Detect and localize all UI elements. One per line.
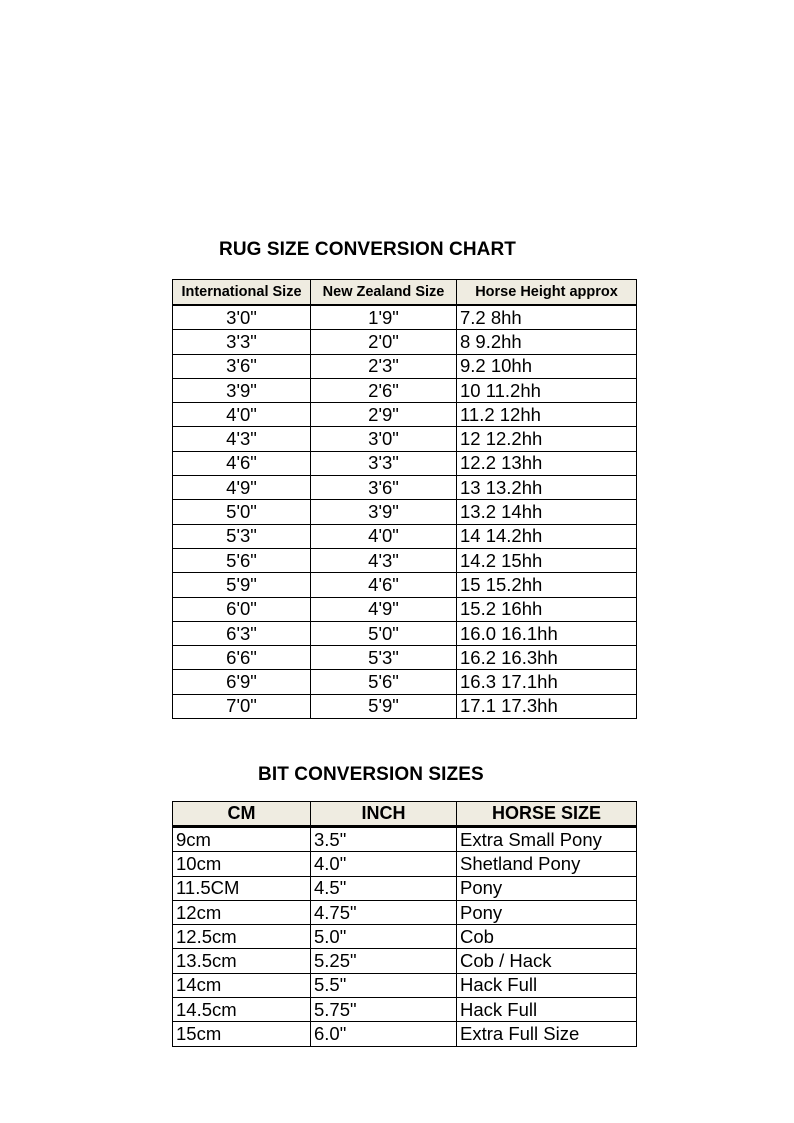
new-zealand-size-cell: 4'0" — [311, 524, 457, 548]
horse-size-cell: Shetland Pony — [457, 852, 637, 876]
bit-header-cm: CM — [173, 802, 311, 827]
bit-header-inch: INCH — [311, 802, 457, 827]
inch-cell: 5.5" — [311, 973, 457, 997]
table-row — [173, 694, 637, 718]
table-row — [173, 403, 637, 427]
rug-size-table — [172, 279, 637, 719]
table-row — [173, 621, 637, 645]
horse-height-cell: 12.2 13hh — [457, 451, 637, 475]
table-row — [173, 427, 637, 451]
table-row — [173, 524, 637, 548]
international-size-cell: 4'9" — [173, 476, 311, 500]
table-row — [173, 973, 637, 997]
table-row — [173, 548, 637, 572]
table-row — [173, 670, 637, 694]
new-zealand-size-cell: 3'0" — [311, 427, 457, 451]
inch-cell: 4.75" — [311, 900, 457, 924]
international-size-cell: 4'6" — [173, 451, 311, 475]
cm-cell: 13.5cm — [173, 949, 311, 973]
new-zealand-size-cell: 1'9" — [311, 305, 457, 330]
international-size-cell: 4'3" — [173, 427, 311, 451]
cm-cell: 14cm — [173, 973, 311, 997]
table-row — [173, 646, 637, 670]
table-row — [173, 925, 637, 949]
international-size-cell: 7'0" — [173, 694, 311, 718]
table-row — [173, 876, 637, 900]
inch-cell: 6.0" — [311, 1022, 457, 1046]
new-zealand-size-cell: 3'9" — [311, 500, 457, 524]
international-size-cell: 6'3" — [173, 621, 311, 645]
new-zealand-size-cell: 2'9" — [311, 403, 457, 427]
horse-size-cell: Hack Full — [457, 973, 637, 997]
horse-height-cell: 8 9.2hh — [457, 330, 637, 354]
table-row — [173, 900, 637, 924]
rug-table-header-row — [173, 280, 637, 306]
new-zealand-size-cell: 2'0" — [311, 330, 457, 354]
bit-size-table — [172, 801, 637, 1047]
international-size-cell: 5'6" — [173, 548, 311, 572]
international-size-cell: 5'3" — [173, 524, 311, 548]
horse-size-cell: Pony — [457, 900, 637, 924]
horse-height-cell: 14.2 15hh — [457, 548, 637, 572]
horse-height-cell: 11.2 12hh — [457, 403, 637, 427]
new-zealand-size-cell: 4'6" — [311, 573, 457, 597]
bit-table-header-row — [173, 802, 637, 827]
horse-height-cell: 7.2 8hh — [457, 305, 637, 330]
cm-cell: 15cm — [173, 1022, 311, 1046]
table-row — [173, 500, 637, 524]
table-row — [173, 476, 637, 500]
horse-size-cell: Cob / Hack — [457, 949, 637, 973]
international-size-cell: 6'6" — [173, 646, 311, 670]
new-zealand-size-cell: 4'9" — [311, 597, 457, 621]
horse-height-cell: 12 12.2hh — [457, 427, 637, 451]
horse-size-cell: Cob — [457, 925, 637, 949]
table-row — [173, 597, 637, 621]
new-zealand-size-cell: 5'6" — [311, 670, 457, 694]
table-row — [173, 330, 637, 354]
bit-chart-title: BIT CONVERSION SIZES — [258, 764, 484, 785]
rug-header-horse-height: Horse Height approx — [457, 280, 637, 306]
international-size-cell: 3'6" — [173, 354, 311, 378]
horse-height-cell: 15 15.2hh — [457, 573, 637, 597]
horse-size-cell: Pony — [457, 876, 637, 900]
table-row — [173, 354, 637, 378]
horse-height-cell: 16.2 16.3hh — [457, 646, 637, 670]
international-size-cell: 3'9" — [173, 378, 311, 402]
table-row — [173, 451, 637, 475]
new-zealand-size-cell: 3'3" — [311, 451, 457, 475]
horse-size-cell: Extra Full Size — [457, 1022, 637, 1046]
table-row — [173, 305, 637, 330]
horse-size-cell: Hack Full — [457, 998, 637, 1022]
new-zealand-size-cell: 2'3" — [311, 354, 457, 378]
table-row — [173, 827, 637, 852]
inch-cell: 5.25" — [311, 949, 457, 973]
inch-cell: 4.0" — [311, 852, 457, 876]
horse-height-cell: 16.3 17.1hh — [457, 670, 637, 694]
new-zealand-size-cell: 4'3" — [311, 548, 457, 572]
new-zealand-size-cell: 5'9" — [311, 694, 457, 718]
horse-height-cell: 9.2 10hh — [457, 354, 637, 378]
table-row — [173, 949, 637, 973]
horse-height-cell: 15.2 16hh — [457, 597, 637, 621]
international-size-cell: 5'0" — [173, 500, 311, 524]
cm-cell: 12cm — [173, 900, 311, 924]
horse-height-cell: 16.0 16.1hh — [457, 621, 637, 645]
cm-cell: 11.5CM — [173, 876, 311, 900]
new-zealand-size-cell: 3'6" — [311, 476, 457, 500]
table-row — [173, 998, 637, 1022]
inch-cell: 5.0" — [311, 925, 457, 949]
table-row — [173, 573, 637, 597]
international-size-cell: 3'0" — [173, 305, 311, 330]
horse-height-cell: 14 14.2hh — [457, 524, 637, 548]
international-size-cell: 3'3" — [173, 330, 311, 354]
table-row — [173, 1022, 637, 1046]
inch-cell: 5.75" — [311, 998, 457, 1022]
horse-height-cell: 13 13.2hh — [457, 476, 637, 500]
rug-chart-title: RUG SIZE CONVERSION CHART — [219, 239, 517, 260]
rug-header-new-zealand-size: New Zealand Size — [311, 280, 457, 306]
cm-cell: 14.5cm — [173, 998, 311, 1022]
cm-cell: 9cm — [173, 827, 311, 852]
horse-height-cell: 13.2 14hh — [457, 500, 637, 524]
table-row — [173, 852, 637, 876]
horse-height-cell: 17.1 17.3hh — [457, 694, 637, 718]
inch-cell: 4.5" — [311, 876, 457, 900]
horse-height-cell: 10 11.2hh — [457, 378, 637, 402]
inch-cell: 3.5" — [311, 827, 457, 852]
international-size-cell: 6'0" — [173, 597, 311, 621]
cm-cell: 12.5cm — [173, 925, 311, 949]
international-size-cell: 5'9" — [173, 573, 311, 597]
bit-header-horse-size: HORSE SIZE — [457, 802, 637, 827]
international-size-cell: 6'9" — [173, 670, 311, 694]
table-row — [173, 378, 637, 402]
horse-size-cell: Extra Small Pony — [457, 827, 637, 852]
international-size-cell: 4'0" — [173, 403, 311, 427]
new-zealand-size-cell: 5'3" — [311, 646, 457, 670]
cm-cell: 10cm — [173, 852, 311, 876]
rug-header-international-size: International Size — [173, 280, 311, 306]
new-zealand-size-cell: 2'6" — [311, 378, 457, 402]
new-zealand-size-cell: 5'0" — [311, 621, 457, 645]
